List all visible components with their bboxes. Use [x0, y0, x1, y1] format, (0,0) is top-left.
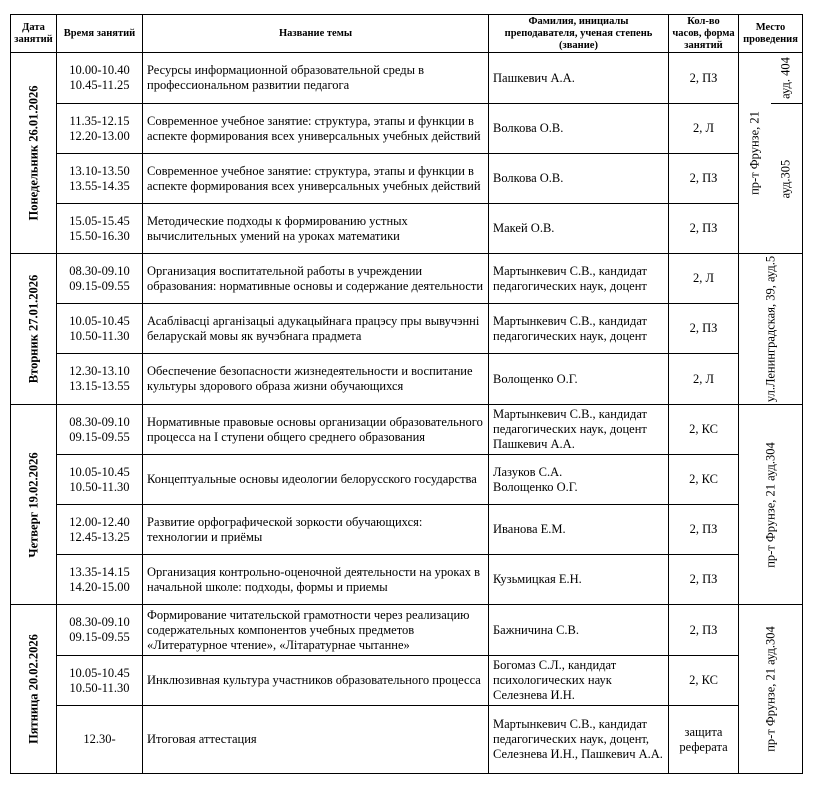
time-cell: 13.35-14.15 14.20-15.00	[57, 555, 143, 605]
header-time: Время занятий	[57, 15, 143, 53]
time-cell: 15.05-15.45 15.50-16.30	[57, 204, 143, 254]
table-row	[11, 656, 803, 706]
day-label-thursday: Четверг 19.02.2026	[11, 405, 57, 605]
teacher-cell: Кузьмицкая Е.Н.	[489, 555, 669, 605]
hours-cell: 2, ПЗ	[669, 154, 739, 204]
schedule-table	[10, 14, 803, 774]
time-cell: 12.30-13.10 13.15-13.55	[57, 354, 143, 405]
room-cell: ауд.305	[771, 104, 803, 254]
topic-cell: Нормативные правовые основы организации образовательного процесса на I ступени общего среднего образования	[143, 405, 489, 455]
topic-cell: Инклюзивная культура участников образовательного процесса	[143, 656, 489, 706]
day-label-monday: Понедельник 26.01.2026	[11, 53, 57, 254]
hours-cell: 2, ПЗ	[669, 605, 739, 656]
day-label-tuesday: Вторник 27.01.2026	[11, 254, 57, 405]
time-cell: 11.35-12.15 12.20-13.00	[57, 104, 143, 154]
hours-cell: 2, КС	[669, 455, 739, 505]
hours-cell: 2, ПЗ	[669, 505, 739, 555]
table-row	[11, 53, 803, 104]
teacher-cell: Иванова Е.М.	[489, 505, 669, 555]
time-cell: 13.10-13.50 13.55-14.35	[57, 154, 143, 204]
table-row	[11, 555, 803, 605]
table-row	[11, 204, 803, 254]
hours-cell: 2, КС	[669, 656, 739, 706]
time-cell: 12.00-12.40 12.45-13.25	[57, 505, 143, 555]
header-place: Место проведения	[739, 15, 803, 53]
header-row	[11, 15, 803, 53]
teacher-cell: Макей О.В.	[489, 204, 669, 254]
table-row	[11, 104, 803, 154]
place-cell-thursday: пр-т Фрунзе, 21 ауд.304	[739, 405, 803, 605]
table-row	[11, 254, 803, 304]
time-cell: 10.05-10.45 10.50-11.30	[57, 656, 143, 706]
hours-cell: 2, ПЗ	[669, 204, 739, 254]
teacher-cell: Мартынкевич С.В., кандидат педагогических наук, доцент Пашкевич А.А.	[489, 405, 669, 455]
topic-cell: Асаблівасці арганізацыі адукацыйнага працэсу пры вывучэнні беларускай мовы як вучэбнага прадмета	[143, 304, 489, 354]
topic-cell: Обеспечение безопасности жизнедеятельности и воспитание культуры здорового образа жизни обучающихся	[143, 354, 489, 405]
table-row	[11, 706, 803, 774]
time-cell: 08.30-09.10 09.15-09.55	[57, 605, 143, 656]
topic-cell: Организация воспитательной работы в учреждении образования: нормативные основы и содержание деятельности	[143, 254, 489, 304]
teacher-cell: Богомаз С.Л., кандидат психологических наук Селезнева И.Н.	[489, 656, 669, 706]
teacher-cell: Бажничина С.В.	[489, 605, 669, 656]
teacher-cell: Мартынкевич С.В., кандидат педагогических наук, доцент	[489, 304, 669, 354]
teacher-cell: Волощенко О.Г.	[489, 354, 669, 405]
time-cell: 12.30-	[57, 706, 143, 774]
topic-cell: Ресурсы информационной образовательной среды в профессиональном развитии педагога	[143, 53, 489, 104]
topic-cell: Организация контрольно-оценочной деятельности на уроках в начальной школе: подходы, формы и приемы	[143, 555, 489, 605]
hours-cell: 2, Л	[669, 104, 739, 154]
header-teacher: Фамилия, инициалы преподавателя, ученая степень (звание)	[489, 15, 669, 53]
time-cell: 10.05-10.45 10.50-11.30	[57, 455, 143, 505]
topic-cell: Итоговая аттестация	[143, 706, 489, 774]
topic-cell: Формирование читательской грамотности через реализацию содержательных компонентов учебных предметов «Литературное чтение», «Літаратурнае чытанне»	[143, 605, 489, 656]
day-label-friday: Пятница 20.02.2026	[11, 605, 57, 774]
hours-cell: 2, ПЗ	[669, 53, 739, 104]
time-cell: 08.30-09.10 09.15-09.55	[57, 405, 143, 455]
topic-cell: Современное учебное занятие: структура, этапы и функции в аспекте формирования всех универсальных учебных действий	[143, 104, 489, 154]
table-row	[11, 405, 803, 455]
header-hours: Кол-во часов, форма занятий	[669, 15, 739, 53]
header-topic: Название темы	[143, 15, 489, 53]
table-row	[11, 455, 803, 505]
teacher-cell: Волкова О.В.	[489, 104, 669, 154]
topic-cell: Современное учебное занятие: структура, этапы и функции в аспекте формирования всех универсальных учебных действий	[143, 154, 489, 204]
hours-cell: 2, ПЗ	[669, 555, 739, 605]
room-cell: ауд. 404	[771, 53, 803, 104]
teacher-cell: Волкова О.В.	[489, 154, 669, 204]
teacher-cell: Пашкевич А.А.	[489, 53, 669, 104]
teacher-cell: Мартынкевич С.В., кандидат педагогических наук, доцент, Селезнева И.Н., Пашкевич А.А.	[489, 706, 669, 774]
table-row	[11, 505, 803, 555]
time-cell: 08.30-09.10 09.15-09.55	[57, 254, 143, 304]
place-cell-monday: пр-т Фрунзе, 21	[739, 53, 771, 254]
time-cell: 10.05-10.45 10.50-11.30	[57, 304, 143, 354]
topic-cell: Развитие орфографической зоркости обучающихся: технологии и приёмы	[143, 505, 489, 555]
hours-cell: 2, ПЗ	[669, 304, 739, 354]
header-date: Дата занятий	[11, 15, 57, 53]
hours-cell: 2, Л	[669, 354, 739, 405]
topic-cell: Методические подходы к формированию устных вычислительных умений на уроках математики	[143, 204, 489, 254]
table-row	[11, 304, 803, 354]
topic-cell: Концептуальные основы идеологии белорусского государства	[143, 455, 489, 505]
hours-cell: 2, КС	[669, 405, 739, 455]
table-row	[11, 154, 803, 204]
teacher-cell: Лазуков С.А. Волощенко О.Г.	[489, 455, 669, 505]
place-cell-tuesday: ул.Ленинградская, 39, ауд.5	[739, 254, 803, 405]
table-row	[11, 354, 803, 405]
place-cell-friday: пр-т Фрунзе, 21 ауд.304	[739, 605, 803, 774]
time-cell: 10.00-10.40 10.45-11.25	[57, 53, 143, 104]
hours-cell: 2, Л	[669, 254, 739, 304]
hours-cell: защита реферата	[669, 706, 739, 774]
teacher-cell: Мартынкевич С.В., кандидат педагогических наук, доцент	[489, 254, 669, 304]
table-row	[11, 605, 803, 656]
